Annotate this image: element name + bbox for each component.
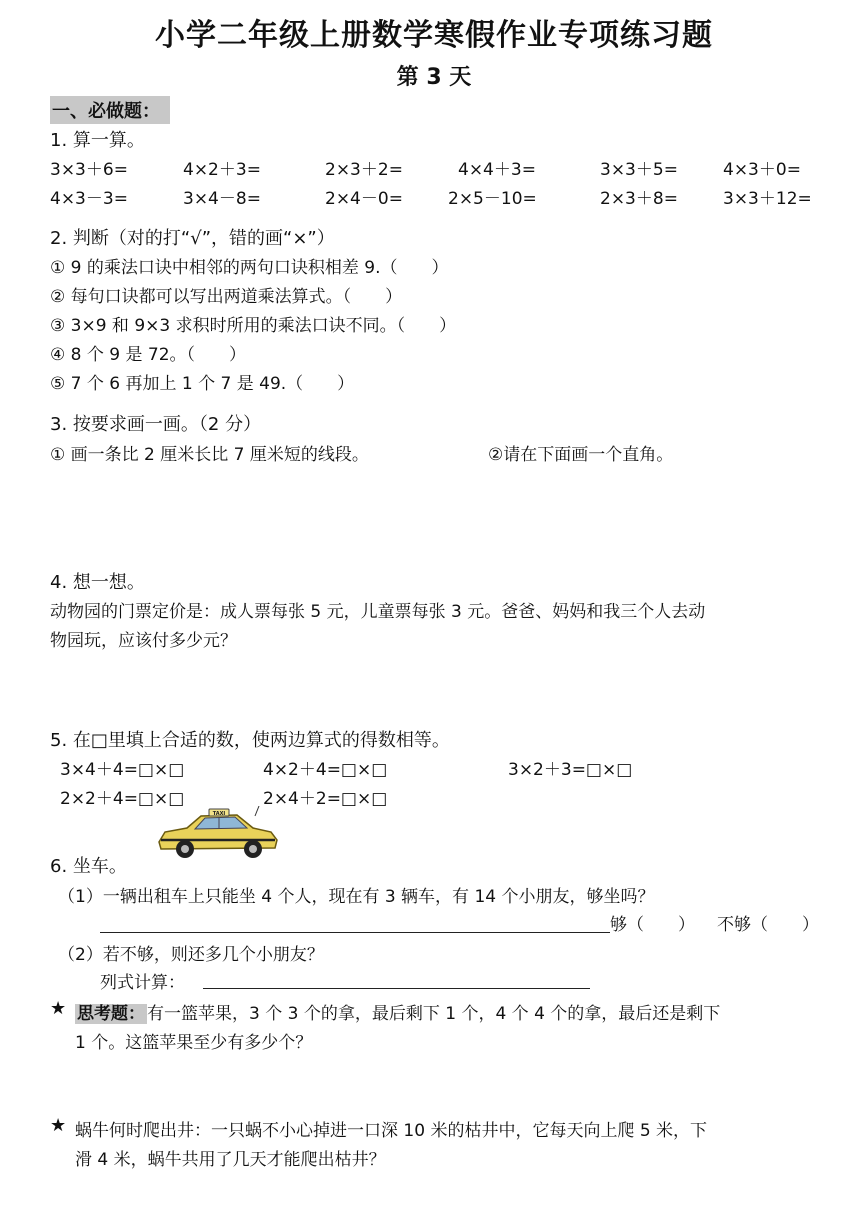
- star-icon: ★: [50, 1115, 67, 1136]
- q2-item: ① 9 的乘法口诀中相邻的两句口诀积相差 9.（ ）: [50, 258, 449, 278]
- q1-expr: 2×4－0=: [325, 189, 403, 209]
- q2-item: ⑤ 7 个 6 再加上 1 个 7 是 49.（ ）: [50, 374, 355, 394]
- q4-text: 物园玩，应该付多少元？: [50, 631, 237, 651]
- q1-expr: 3×4－8=: [183, 189, 261, 209]
- q1-expr: 2×5－10=: [448, 189, 537, 209]
- q5-title: 5. 在□里填上合适的数，使两边算式的得数相等。: [50, 730, 450, 751]
- snail-question-line2: 滑 4 米，蜗牛共用了几天才能爬出枯井？: [75, 1150, 386, 1170]
- q1-expr: 4×3－3=: [50, 189, 128, 209]
- star-icon: ★: [50, 998, 67, 1019]
- think-question: [75, 999, 720, 1024]
- q5-expr: 2×4＋2=□×□: [263, 789, 388, 809]
- q2-item: ③ 3×9 和 9×3 求积时所用的乘法口诀不同。（ ）: [50, 316, 457, 336]
- q3-item: ②请在下面画一个直角。: [488, 445, 674, 465]
- q3-item: ① 画一条比 2 厘米长比 7 厘米短的线段。: [50, 445, 369, 465]
- section-heading: 一、必做题：: [50, 96, 170, 124]
- q5-expr: 4×2＋4=□×□: [263, 760, 388, 780]
- answer-line[interactable]: [100, 932, 610, 933]
- calc-label: 列式计算：: [100, 973, 185, 993]
- q6-part1: （1）一辆出租车上只能坐 4 个人，现在有 3 辆车，有 14 个小朋友，够坐吗？: [58, 887, 655, 907]
- think-text-line2: 1 个。这篮苹果至少有多少个？: [75, 1033, 313, 1053]
- q2-title: 2. 判断（对的打“√”，错的画“×”）: [50, 228, 335, 249]
- not-enough-option: 不够（ ）: [717, 915, 819, 935]
- page-subtitle: 第 3 天: [396, 65, 472, 90]
- q1-expr: 3×3＋12=: [723, 189, 812, 209]
- q3-title: 3. 按要求画一画。（2 分）: [50, 414, 262, 435]
- q5-expr: 3×4＋4=□×□: [60, 760, 185, 780]
- taxi-illustration: [155, 806, 280, 862]
- snail-question: 蜗牛何时爬出井：一只蜗不小心掉进一口深 10 米的枯井中，它每天向上爬 5 米，下: [75, 1121, 708, 1141]
- q1-title: 1. 算一算。: [50, 130, 145, 151]
- q1-expr: 2×3＋8=: [600, 189, 678, 209]
- taxi-sign: TAXI: [212, 811, 226, 817]
- q2-item: ④ 8 个 9 是 72。（ ）: [50, 345, 247, 365]
- calc-line[interactable]: [203, 988, 590, 989]
- q6-title: 6. 坐车。: [50, 856, 127, 877]
- think-text: 有一篮苹果，3 个 3 个的拿，最后剩下 1 个，4 个 4 个的拿，最后还是剩下: [147, 1004, 721, 1024]
- q5-expr: 2×2＋4=□×□: [60, 789, 185, 809]
- q1-expr: 3×3＋6=: [50, 160, 128, 180]
- q4-text: 动物园的门票定价是：成人票每张 5 元，儿童票每张 3 元。爸爸、妈妈和我三个人去动: [50, 602, 706, 622]
- q1-expr: 4×2＋3=: [183, 160, 261, 180]
- enough-option: 够（ ）: [610, 915, 695, 935]
- page-title: 小学二年级上册数学寒假作业专项练习题: [155, 18, 713, 53]
- q6-part2: （2）若不够，则还多几个小朋友？: [58, 945, 324, 965]
- q5-expr: 3×2＋3=□×□: [508, 760, 633, 780]
- q1-expr: 4×4＋3=: [458, 160, 536, 180]
- q1-expr: 2×3＋2=: [325, 160, 403, 180]
- q2-item: ② 每句口诀都可以写出两道乘法算式。（ ）: [50, 287, 403, 307]
- q1-expr: 4×3＋0=: [723, 160, 801, 180]
- q1-expr: 3×3＋5=: [600, 160, 678, 180]
- q4-title: 4. 想一想。: [50, 572, 145, 593]
- think-label: 思考题：: [77, 1004, 145, 1024]
